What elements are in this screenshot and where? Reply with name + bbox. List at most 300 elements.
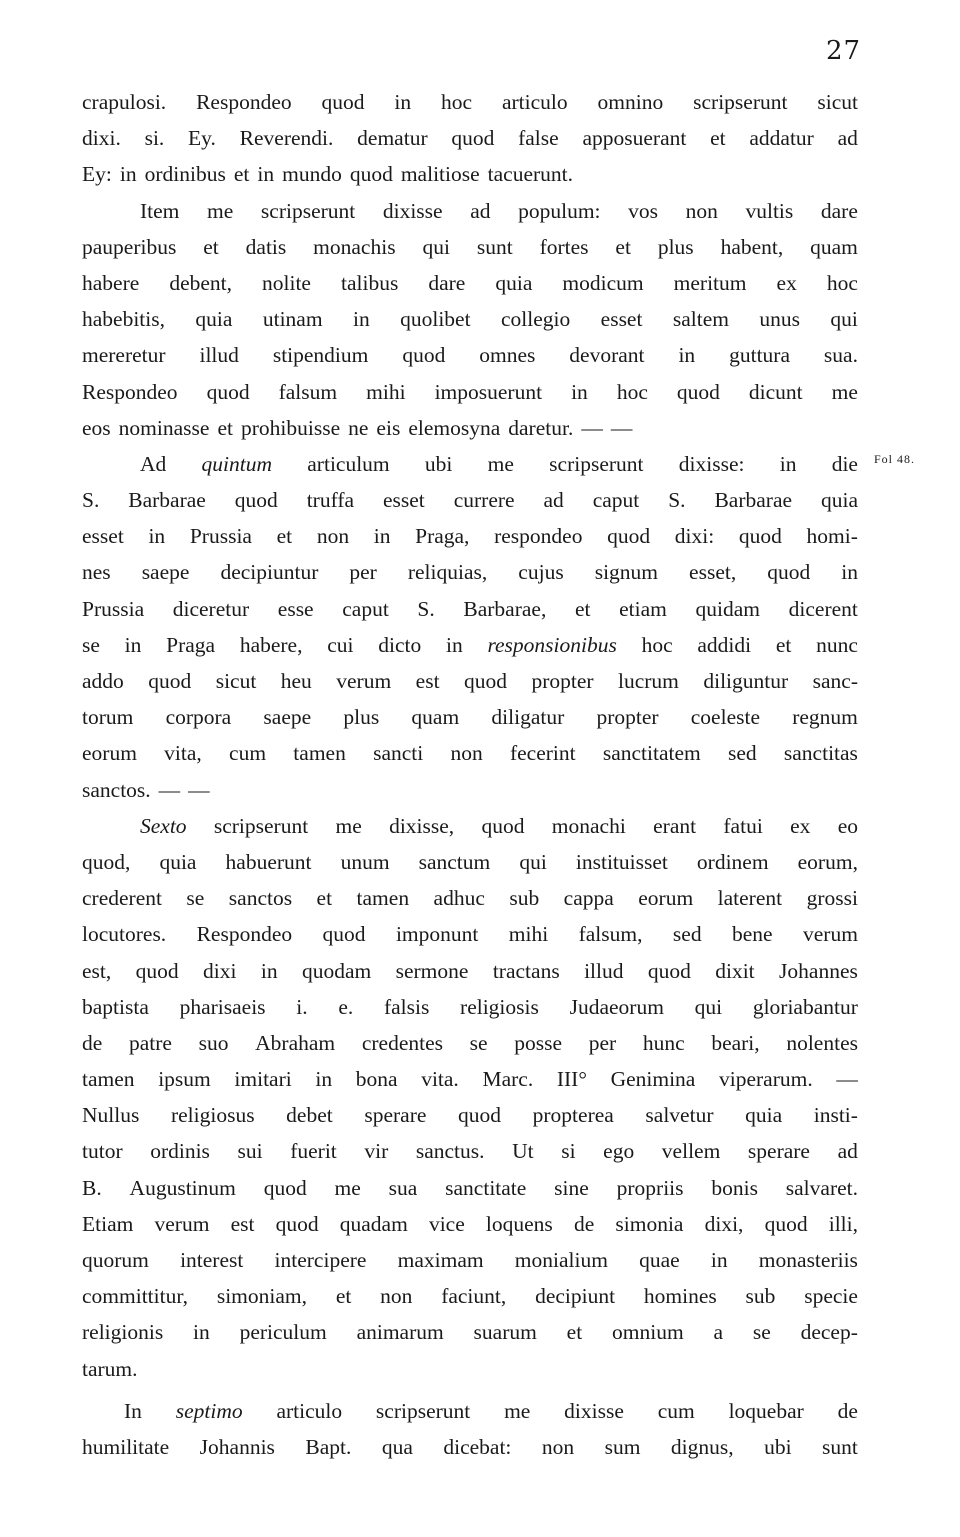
word: de — [573, 1211, 595, 1236]
word: animarum — [356, 1320, 444, 1345]
word: ex — [776, 270, 797, 295]
word: tarum. — [82, 1356, 138, 1381]
word: e. — [338, 994, 354, 1019]
text-line — [82, 1242, 858, 1278]
word: quod — [349, 162, 393, 187]
word: esset — [600, 307, 643, 332]
word: sed — [672, 922, 702, 947]
word: ipsum — [158, 1067, 211, 1092]
word: dicto — [378, 632, 422, 657]
word: dicerent — [788, 596, 858, 621]
word: fatui — [723, 813, 763, 838]
word: qua — [381, 1434, 413, 1459]
word: qui — [830, 307, 858, 332]
word: monachis — [313, 234, 396, 259]
word: quia — [495, 270, 533, 295]
word: dixi — [203, 958, 237, 983]
word: sub — [745, 1284, 776, 1309]
word: sanctus. — [415, 1139, 485, 1164]
word: mihi — [508, 922, 549, 947]
text-line — [82, 84, 858, 120]
word: scripserunt — [549, 451, 644, 476]
word: instituisset — [575, 849, 668, 874]
word: ad — [470, 198, 491, 223]
word: suo — [198, 1030, 229, 1055]
word: religiosis — [460, 994, 539, 1019]
word: caput — [342, 596, 389, 621]
word: dixisse, — [389, 813, 455, 838]
text-line — [82, 627, 858, 663]
word: esset — [382, 488, 425, 513]
word: se — [186, 886, 205, 911]
word: tamen — [293, 741, 346, 766]
word: cui — [327, 632, 354, 657]
word: Barbarae, — [463, 596, 547, 621]
word: periculum — [239, 1320, 327, 1345]
word: — — [158, 777, 181, 802]
italic-word: quintum — [201, 451, 273, 476]
word: fortes — [539, 234, 589, 259]
word: ne — [348, 415, 369, 440]
word: sancti — [373, 741, 424, 766]
word: fecerint — [509, 741, 576, 766]
word: cum — [657, 1398, 695, 1423]
word: ordinis — [150, 1139, 210, 1164]
word: Genimina — [610, 1067, 696, 1092]
word: in — [373, 524, 391, 549]
text-line — [82, 1429, 858, 1465]
word: saepe — [263, 705, 312, 730]
italic-word: Sexto — [140, 813, 187, 838]
word: nes — [82, 560, 111, 585]
word: Praga — [166, 632, 216, 657]
word: guttura — [729, 343, 790, 368]
word: et — [710, 126, 726, 151]
word: pharisaeis — [179, 994, 266, 1019]
word: suarum — [473, 1320, 537, 1345]
italic-word: septimo — [175, 1398, 243, 1423]
word: verum — [803, 922, 858, 947]
word: vultis — [745, 198, 794, 223]
text-line — [82, 229, 858, 265]
word: sum — [604, 1434, 641, 1459]
word: faciunt, — [441, 1284, 507, 1309]
word: prohibuisse — [240, 415, 341, 440]
word: corpora — [165, 705, 232, 730]
word: de — [82, 1030, 103, 1055]
word: tamen — [356, 886, 410, 911]
word: ubi — [764, 1434, 792, 1459]
word: si. — [144, 126, 165, 151]
word: grossi — [806, 886, 858, 911]
word: articulo — [501, 90, 568, 114]
word: falsum — [278, 379, 338, 404]
word: a — [713, 1320, 724, 1345]
word: laterent — [717, 886, 783, 911]
word: S. — [668, 488, 686, 513]
word: diligatur — [491, 705, 565, 730]
word: crederent — [82, 886, 162, 911]
word: populum: — [518, 198, 601, 223]
word: ex — [790, 813, 811, 838]
text-line — [82, 518, 858, 554]
word: ubi — [424, 451, 453, 476]
word: imponunt — [395, 922, 479, 947]
word: et — [615, 234, 631, 259]
word: humilitate — [82, 1434, 170, 1459]
word: sanctum — [418, 849, 491, 874]
word: Etiam — [82, 1211, 134, 1236]
word: eis — [376, 415, 401, 440]
word: quod — [321, 90, 365, 114]
text-line — [82, 1278, 858, 1314]
word: propterea — [532, 1103, 614, 1128]
word: decipiunt — [535, 1284, 616, 1309]
word: homi- — [806, 524, 858, 549]
word: collegio — [500, 307, 571, 332]
word: quod — [402, 343, 446, 368]
word: loquens — [485, 1211, 553, 1236]
word: quod — [647, 958, 691, 983]
text-line — [82, 1170, 858, 1206]
word: saltem — [672, 307, 729, 332]
word: maximam — [397, 1248, 484, 1272]
word: cujus — [518, 560, 564, 585]
word: esset, — [689, 560, 737, 585]
word: insti- — [813, 1103, 858, 1128]
word: pauperibus — [82, 234, 177, 259]
word: mundo — [282, 162, 342, 187]
word: sanctos. — [82, 777, 151, 802]
word: et — [203, 234, 219, 259]
word: in — [260, 958, 278, 983]
word: sanctitatem — [602, 741, 701, 766]
word: III° — [556, 1067, 587, 1092]
word: ordinem — [696, 849, 769, 874]
word: Judaeorum — [569, 994, 664, 1019]
word: in — [119, 162, 137, 187]
text-line — [82, 772, 858, 808]
word: habere — [82, 270, 140, 295]
word: quod — [676, 379, 720, 404]
word: articulum — [307, 451, 390, 476]
word: plus — [343, 705, 380, 730]
word: Ey: — [82, 162, 112, 187]
word: si — [561, 1139, 576, 1164]
word: caput — [592, 488, 640, 513]
word: B. — [82, 1175, 102, 1200]
word: addidi — [697, 632, 752, 657]
word: sanc- — [812, 669, 858, 693]
word: Barbarae — [128, 488, 206, 513]
word: dignus, — [670, 1434, 734, 1459]
word: bona — [355, 1067, 398, 1092]
word: est — [230, 1211, 255, 1236]
word: regnum — [792, 705, 858, 730]
word: crapulosi. — [82, 90, 167, 114]
word: sanctos — [228, 886, 293, 911]
text-line — [82, 808, 858, 844]
text-line — [82, 1351, 858, 1387]
word: vos — [628, 198, 659, 223]
text-line — [82, 554, 858, 590]
text-line — [82, 591, 858, 627]
word: ad — [543, 488, 564, 513]
word: quod, — [82, 849, 131, 874]
word: homines — [643, 1284, 717, 1309]
word: Ey. — [188, 126, 216, 151]
word: Augustinum — [129, 1175, 236, 1200]
word: quod — [275, 1211, 319, 1236]
word: coeleste — [690, 705, 761, 730]
text-line — [82, 663, 858, 699]
word: addatur — [749, 126, 814, 151]
word: in — [394, 90, 412, 114]
word: falsum, — [578, 922, 643, 947]
word: modicum — [562, 270, 644, 295]
word: cappa — [563, 886, 614, 911]
text-line — [82, 989, 858, 1025]
word: dixi: — [674, 524, 715, 549]
word: omnium — [612, 1320, 684, 1345]
word: addo — [82, 669, 124, 693]
word: etiam — [619, 596, 667, 621]
word: cum — [229, 741, 267, 766]
word: S. — [417, 596, 435, 621]
word: sperare — [747, 1139, 810, 1164]
word: nominasse — [118, 415, 210, 440]
text-line — [82, 844, 858, 880]
word: ad — [837, 126, 858, 151]
word: truffa — [306, 488, 355, 513]
word: illud — [584, 958, 624, 983]
word: in — [124, 632, 142, 657]
word: quadam — [339, 1211, 408, 1236]
word: fuerit — [290, 1139, 337, 1164]
word: quidam — [695, 596, 761, 621]
word: sunt — [476, 234, 513, 259]
word: Nullus — [82, 1103, 140, 1128]
word: quia — [820, 488, 858, 513]
word: quod — [206, 379, 250, 404]
word: hunc — [642, 1030, 685, 1055]
word: Bapt. — [305, 1434, 352, 1459]
word: posse — [514, 1030, 563, 1055]
word: et — [316, 886, 333, 911]
word: se — [469, 1030, 488, 1055]
word: est, — [82, 958, 112, 983]
word: mereretur — [82, 343, 166, 368]
word: quod — [135, 958, 179, 983]
word: plus — [657, 234, 694, 259]
word: Johannis — [199, 1434, 275, 1459]
word: sua. — [823, 343, 858, 368]
word: per — [349, 560, 377, 585]
word: utinam — [262, 307, 323, 332]
word: sua — [388, 1175, 418, 1200]
word: quam — [411, 705, 460, 730]
word: quod — [451, 126, 495, 151]
word: vir — [364, 1139, 389, 1164]
word: me — [487, 451, 514, 476]
word: in — [841, 560, 858, 585]
text-line — [82, 1097, 858, 1133]
word: malitiose — [400, 162, 480, 187]
text-line — [82, 120, 858, 156]
word: in — [193, 1320, 210, 1345]
word: in — [315, 1067, 333, 1092]
word: sub — [509, 886, 540, 911]
word: hoc — [616, 379, 648, 404]
word: in — [571, 379, 588, 404]
word: me — [207, 198, 234, 223]
word: quod — [767, 560, 811, 585]
word: Item — [140, 198, 180, 223]
word: — — [836, 1067, 858, 1092]
word: imposuerunt — [434, 379, 543, 404]
word: sed — [727, 741, 757, 766]
word: monachi — [551, 813, 626, 838]
text-line — [82, 699, 858, 735]
word: quod — [322, 922, 366, 947]
word: false — [518, 126, 559, 151]
word: bene — [732, 922, 773, 947]
word: in — [779, 451, 797, 476]
word: sermone — [395, 958, 469, 983]
word: in — [352, 307, 370, 332]
word: torum — [82, 705, 134, 730]
word: in — [148, 524, 166, 549]
word: religiosus — [170, 1103, 255, 1128]
word: Marc. — [482, 1067, 534, 1092]
word: omnino — [597, 90, 664, 114]
word: sui — [237, 1139, 263, 1164]
text-line — [82, 1206, 858, 1242]
word: Reverendi. — [239, 126, 334, 151]
word: diceretur — [172, 596, 250, 621]
word: dicunt — [748, 379, 803, 404]
page-number: 27 — [826, 36, 862, 66]
word: ordinibus — [144, 162, 226, 187]
word: unum — [340, 849, 390, 874]
text-line — [82, 880, 858, 916]
word: habent, — [720, 234, 784, 259]
word: meritum — [673, 270, 747, 295]
word: In — [124, 1398, 142, 1423]
word: quod — [148, 669, 192, 693]
word: Praga, — [415, 524, 470, 549]
word: habebitis, — [82, 307, 165, 332]
word: bonis — [711, 1175, 758, 1200]
word: non — [685, 198, 718, 223]
word: specie — [804, 1284, 858, 1309]
word: die — [831, 451, 858, 476]
word: decep- — [800, 1320, 858, 1345]
word: S. — [82, 488, 100, 513]
word: nolentes — [786, 1030, 858, 1055]
word: scripserunt — [693, 90, 788, 114]
word: quia — [159, 849, 197, 874]
word: nunc — [816, 632, 858, 657]
word: lucrum — [618, 669, 679, 693]
word: eorum — [638, 886, 694, 911]
word: quia — [195, 307, 233, 332]
word: gloriabantur — [752, 994, 858, 1019]
word: patre — [128, 1030, 172, 1055]
word: illi, — [828, 1211, 858, 1236]
word: ego — [603, 1139, 635, 1164]
word: et — [276, 524, 293, 549]
word: in — [678, 343, 696, 368]
word: erant — [653, 813, 697, 838]
word: imitari — [234, 1067, 292, 1092]
word: et — [335, 1284, 352, 1309]
word: dixisse — [564, 1398, 624, 1423]
word: viperarum. — [719, 1067, 813, 1092]
word: sanctitate — [445, 1175, 527, 1200]
word: respondeo — [494, 524, 583, 549]
word: per — [588, 1030, 617, 1055]
word: salvaret. — [785, 1175, 858, 1200]
text-line — [82, 735, 858, 771]
word: elemosyna — [408, 415, 501, 440]
word: me — [504, 1398, 531, 1423]
word: quod — [764, 1211, 808, 1236]
word: sperare — [364, 1103, 427, 1128]
word: decipiuntur — [220, 560, 319, 585]
text-line — [82, 1133, 858, 1169]
word: dixi, — [704, 1211, 744, 1236]
word: non — [450, 741, 483, 766]
word: tutor — [82, 1139, 123, 1164]
word: in — [710, 1248, 728, 1272]
word: dare — [428, 270, 466, 295]
word: sine — [554, 1175, 589, 1200]
word: salvetur — [645, 1103, 714, 1128]
word: datis — [245, 234, 287, 259]
word: i. — [296, 994, 308, 1019]
text-line — [82, 446, 858, 482]
word: propter — [596, 705, 659, 730]
word: credentes — [361, 1030, 443, 1055]
word: qui — [694, 994, 723, 1019]
text-line — [82, 301, 858, 337]
word: Prussia — [189, 524, 252, 549]
word: illud — [199, 343, 239, 368]
word: stipendium — [272, 343, 369, 368]
word: debet — [286, 1103, 333, 1128]
text-line — [82, 1061, 858, 1097]
word: Ad — [140, 451, 167, 476]
word: dixisse: — [678, 451, 745, 476]
word: qui — [519, 849, 547, 874]
word: quia — [745, 1103, 783, 1128]
word: scripserunt — [260, 198, 356, 223]
word: habere, — [239, 632, 303, 657]
word: devorant — [569, 343, 645, 368]
word: monasteriis — [758, 1248, 858, 1272]
text-line — [82, 1025, 858, 1061]
body-text — [82, 84, 858, 1465]
word: quod — [458, 1103, 502, 1128]
word: in — [445, 632, 463, 657]
word: simoniam, — [216, 1284, 308, 1309]
word: Barbarae — [714, 488, 793, 513]
word: sicut — [817, 90, 858, 114]
word: tamen — [82, 1067, 135, 1092]
word: non — [380, 1284, 413, 1309]
word: et — [775, 632, 792, 657]
